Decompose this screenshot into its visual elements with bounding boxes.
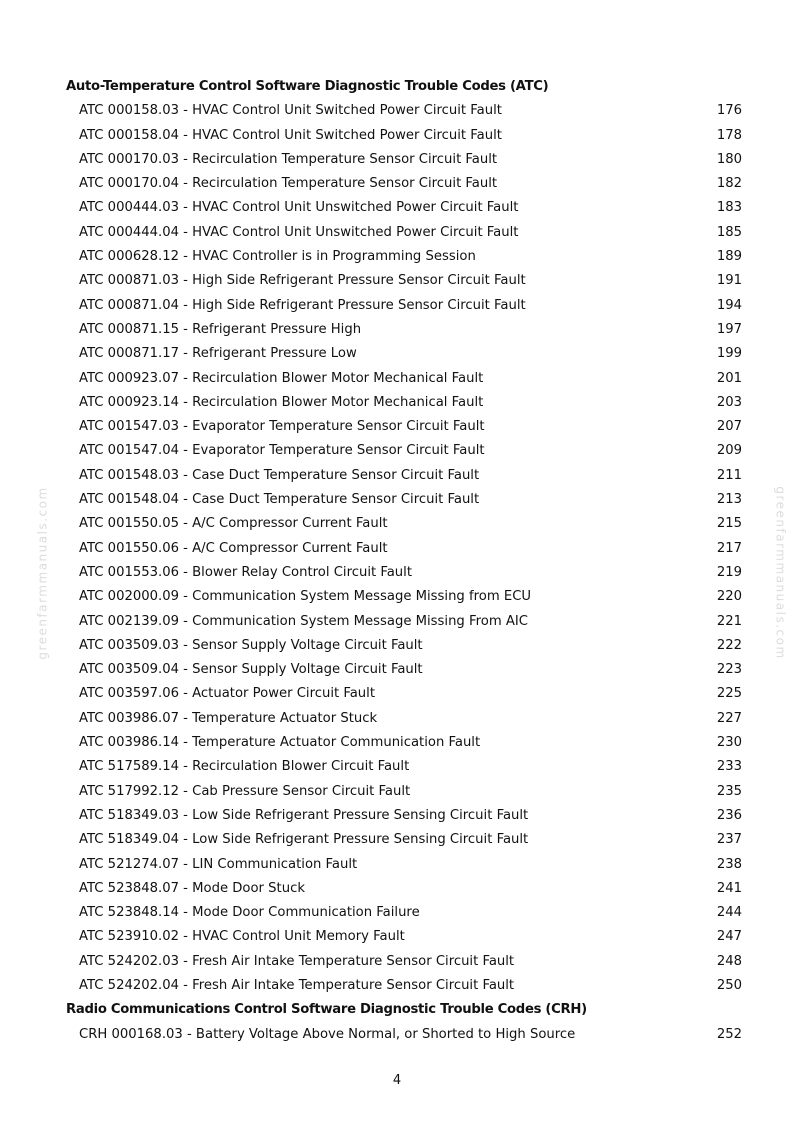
toc-entry[interactable] — [66, 585, 742, 609]
toc-entry-label: ATC 003986.07 - Temperature Actuator Stuck — [79, 710, 378, 726]
section-heading: Auto-Temperature Control Software Diagnostic Trouble Codes (ATC) — [66, 79, 549, 94]
toc-entry-page: 220 — [716, 589, 742, 605]
toc-entry-page: 185 — [716, 224, 742, 240]
toc-entry-page: 191 — [716, 273, 742, 289]
toc-entry[interactable] — [66, 221, 742, 245]
toc-entry[interactable] — [66, 294, 742, 318]
toc-entry[interactable] — [66, 439, 742, 463]
toc-entry-label: ATC 001550.06 - A/C Compressor Current Fault — [79, 540, 388, 556]
toc-entry[interactable] — [66, 925, 742, 949]
toc-entry-page: 221 — [716, 613, 742, 629]
toc-entry-label: ATC 000170.04 - Recirculation Temperature Sensor Circuit Fault — [79, 176, 498, 192]
toc-entry[interactable] — [66, 634, 742, 658]
toc-entry-label: ATC 517992.12 - Cab Pressure Sensor Circuit Fault — [79, 783, 411, 799]
toc-entry-page: 217 — [716, 540, 742, 556]
toc-entry-label: ATC 001553.06 - Blower Relay Control Circuit Fault — [79, 564, 412, 580]
toc-entry-label: ATC 000871.04 - High Side Refrigerant Pressure Sensor Circuit Fault — [79, 297, 526, 313]
toc-entry-page: 236 — [716, 807, 742, 823]
toc-entry-label: ATC 001548.03 - Case Duct Temperature Sensor Circuit Fault — [79, 467, 480, 483]
watermark-right: greenfarmmanuals.com — [773, 486, 788, 660]
toc-entry-label: ATC 521274.07 - LIN Communication Fault — [79, 856, 358, 872]
toc-entry-page: 189 — [716, 249, 742, 265]
toc-entry-label: ATC 003597.06 - Actuator Power Circuit Fault — [79, 686, 375, 702]
toc-entry-label: ATC 524202.03 - Fresh Air Intake Temperature Sensor Circuit Fault — [79, 953, 515, 969]
toc-entry-page: 213 — [716, 492, 742, 508]
toc-entry-label: ATC 523848.07 - Mode Door Stuck — [79, 880, 305, 896]
toc-entry[interactable] — [66, 245, 742, 269]
toc-entry-label: ATC 000871.03 - High Side Refrigerant Pressure Sensor Circuit Fault — [79, 273, 526, 289]
toc-entry-page: 223 — [716, 662, 742, 678]
toc-entry[interactable] — [66, 464, 742, 488]
toc-entry[interactable] — [66, 512, 742, 536]
toc-entry-label: ATC 000158.03 - HVAC Control Unit Switched Power Circuit Fault — [79, 103, 502, 119]
toc-entry-page: 238 — [716, 856, 742, 872]
toc-entry-label: ATC 001547.04 - Evaporator Temperature Sensor Circuit Fault — [79, 443, 485, 459]
toc-entry-page: 235 — [716, 783, 742, 799]
toc-entry[interactable] — [66, 780, 742, 804]
toc-entry[interactable] — [66, 1023, 742, 1047]
toc-entry-label: ATC 523910.02 - HVAC Control Unit Memory Fault — [79, 929, 405, 945]
toc-entry-label: ATC 000923.07 - Recirculation Blower Motor Mechanical Fault — [79, 370, 484, 386]
toc-entry-label: CRH 000168.03 - Battery Voltage Above Normal, or Shorted to High Source — [79, 1026, 576, 1042]
toc-entry-label: ATC 000871.17 - Refrigerant Pressure Low — [79, 346, 357, 362]
toc-entry-page: 230 — [716, 735, 742, 751]
toc-entry-page: 237 — [716, 832, 742, 848]
toc-entry-page: 209 — [716, 443, 742, 459]
toc-entry[interactable] — [66, 731, 742, 755]
toc-entry-label: ATC 000923.14 - Recirculation Blower Motor Mechanical Fault — [79, 394, 484, 410]
section-heading: Radio Communications Control Software Diagnostic Trouble Codes (CRH) — [66, 1002, 587, 1018]
toc-entry[interactable] — [66, 853, 742, 877]
table-of-contents — [66, 75, 742, 1047]
toc-entry-page: 199 — [716, 346, 742, 362]
toc-entry-page: 178 — [716, 127, 742, 143]
toc-entry-page: 207 — [716, 419, 742, 435]
toc-entry-label: ATC 001548.04 - Case Duct Temperature Sensor Circuit Fault — [79, 492, 480, 508]
toc-entry[interactable] — [66, 124, 742, 148]
toc-entry-page: 197 — [716, 321, 742, 337]
toc-entry-label: ATC 001550.05 - A/C Compressor Current Fault — [79, 516, 388, 532]
toc-entry-label: ATC 000170.03 - Recirculation Temperature Sensor Circuit Fault — [79, 151, 498, 167]
toc-entry-page: 203 — [716, 394, 742, 410]
toc-entry-label: ATC 000871.15 - Refrigerant Pressure High — [79, 321, 362, 337]
toc-entry[interactable] — [66, 950, 742, 974]
toc-entry-label: ATC 001547.03 - Evaporator Temperature Sensor Circuit Fault — [79, 419, 485, 435]
toc-entry-label: ATC 002000.09 - Communication System Message Missing from ECU — [79, 589, 532, 605]
toc-entry[interactable] — [66, 537, 742, 561]
toc-entry-label: ATC 524202.04 - Fresh Air Intake Temperature Sensor Circuit Fault — [79, 977, 515, 993]
toc-entry-page: 222 — [716, 637, 742, 653]
toc-entry-page: 180 — [716, 151, 742, 167]
toc-entry[interactable] — [66, 488, 742, 512]
toc-entry-label: ATC 523848.14 - Mode Door Communication Failure — [79, 905, 420, 921]
toc-entry[interactable] — [66, 342, 742, 366]
toc-entry[interactable] — [66, 318, 742, 342]
toc-entry-label: ATC 003986.14 - Temperature Actuator Communication Fault — [79, 735, 481, 751]
toc-entry[interactable] — [66, 561, 742, 585]
toc-entry-label: ATC 000444.03 - HVAC Control Unit Unswitched Power Circuit Fault — [79, 200, 519, 216]
toc-entry-page: 219 — [716, 564, 742, 580]
toc-entry-page: 225 — [716, 686, 742, 702]
toc-entry[interactable] — [66, 148, 742, 172]
toc-entry[interactable] — [66, 367, 742, 391]
toc-entry-page: 194 — [716, 297, 742, 313]
toc-entry-page: 182 — [716, 176, 742, 192]
toc-entry[interactable] — [66, 391, 742, 415]
toc-entry-label: ATC 000158.04 - HVAC Control Unit Switched Power Circuit Fault — [79, 127, 502, 143]
toc-entry-label: ATC 518349.04 - Low Side Refrigerant Pressure Sensing Circuit Fault — [79, 832, 529, 848]
toc-entry-page: 211 — [716, 467, 742, 483]
toc-entry-label: ATC 002139.09 - Communication System Message Missing From AIC — [79, 613, 528, 629]
toc-entry[interactable] — [66, 755, 742, 779]
toc-entry-page: 244 — [716, 905, 742, 921]
toc-entry-page: 247 — [716, 929, 742, 945]
toc-entry[interactable] — [66, 658, 742, 682]
toc-entry[interactable] — [66, 877, 742, 901]
toc-entry-page: 233 — [716, 759, 742, 775]
toc-entry-page: 241 — [716, 880, 742, 896]
toc-entry-label: ATC 003509.03 - Sensor Supply Voltage Circuit Fault — [79, 637, 423, 653]
toc-entry[interactable] — [66, 828, 742, 852]
toc-entry-label: ATC 000628.12 - HVAC Controller is in Programming Session — [79, 249, 476, 265]
toc-entry[interactable] — [66, 804, 742, 828]
toc-entry[interactable] — [66, 196, 742, 220]
toc-entry[interactable] — [66, 707, 742, 731]
toc-entry-page: 201 — [716, 370, 742, 386]
toc-entry-label: ATC 518349.03 - Low Side Refrigerant Pressure Sensing Circuit Fault — [79, 807, 529, 823]
toc-entry[interactable] — [66, 415, 742, 439]
toc-entry[interactable] — [66, 269, 742, 293]
toc-entry-label: ATC 000444.04 - HVAC Control Unit Unswitched Power Circuit Fault — [79, 224, 519, 240]
page-number: 4 — [392, 1073, 402, 1088]
toc-entry[interactable] — [66, 172, 742, 196]
toc-entry-page: 227 — [716, 710, 742, 726]
toc-entry-label: ATC 003509.04 - Sensor Supply Voltage Circuit Fault — [79, 662, 423, 678]
toc-entry-page: 183 — [716, 200, 742, 216]
toc-entry[interactable] — [66, 99, 742, 123]
toc-entry-page: 250 — [716, 977, 742, 993]
toc-entry[interactable] — [66, 974, 742, 998]
toc-entry-page: 248 — [716, 953, 742, 969]
toc-entry[interactable] — [66, 901, 742, 925]
toc-entry-page: 176 — [716, 103, 742, 119]
watermark-left: greenfarmmanuals.com — [35, 486, 50, 660]
toc-entry-label: ATC 517589.14 - Recirculation Blower Circuit Fault — [79, 759, 410, 775]
toc-entry[interactable] — [66, 610, 742, 634]
toc-entry-page: 215 — [716, 516, 742, 532]
toc-entry-page: 252 — [716, 1026, 742, 1042]
toc-entry[interactable] — [66, 682, 742, 706]
